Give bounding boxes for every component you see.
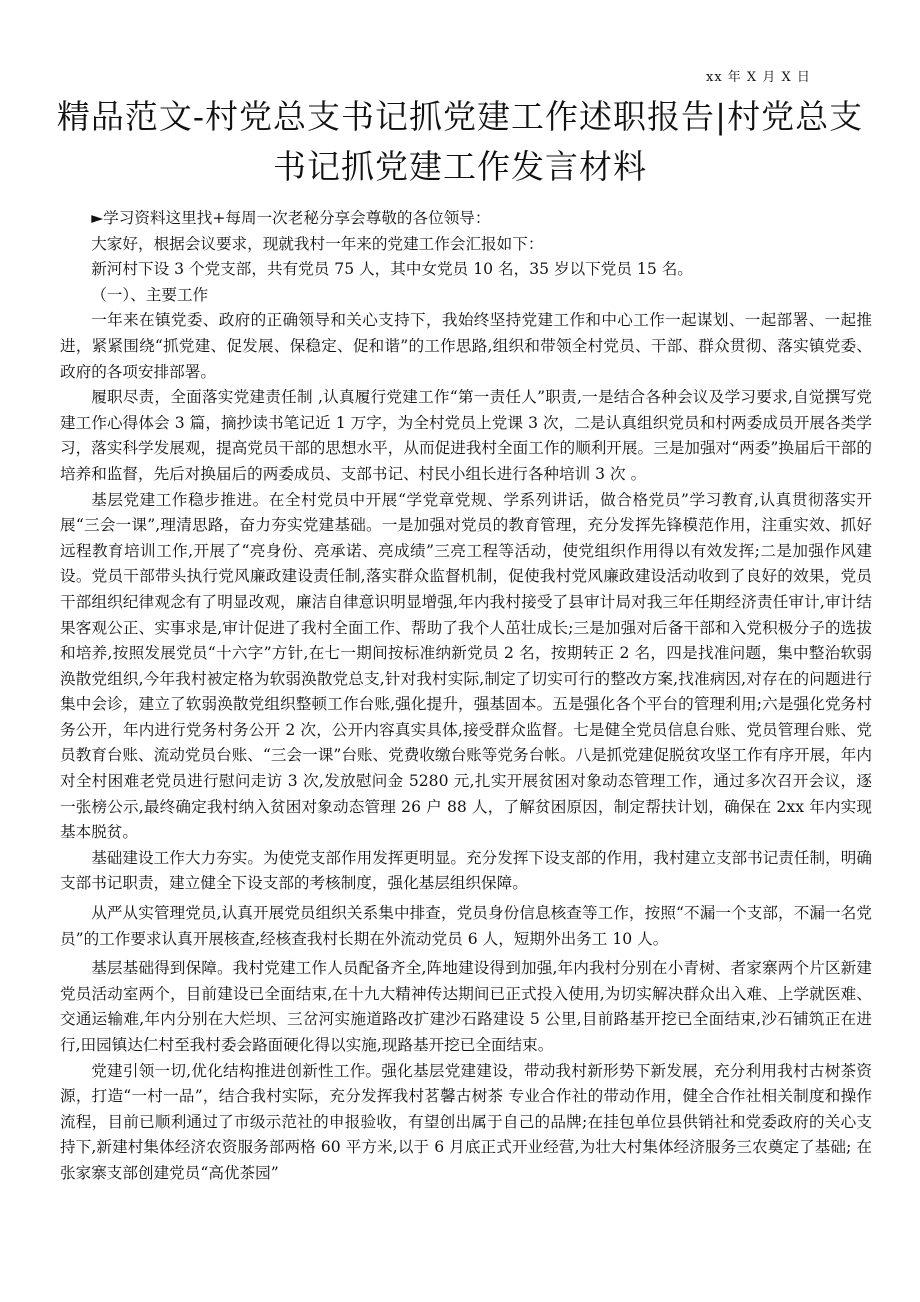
document-title: 精品范文-村党总支书记抓党建工作述职报告|村党总支书记抓党建工作发言材料	[56, 97, 864, 186]
document-date: xx 年 X 月 X 日	[706, 70, 811, 85]
paragraph: 基层基础得到保障。我村党建工作人员配备齐全,阵地建设得到加强,年内我村分别在小青树、者家寨两个片区新建党员活动室两个，目前建设已全面结束,在十九大精神传达期间已正式投入使用,为切实解决群众出入难、上学就医难、交通运输难,年内分别在大烂坝、三岔河实施道路改扩建沙石路建设 5 公里,目前路基开挖已全面结束,沙石铺筑正在进行,田园镇达仁村至我村委会路面硬化得以实施,现路基开挖已全面结束。	[60, 959, 872, 1054]
paragraph: 基层党建工作稳步推进。在全村党员中开展“学党章党规、学系列讲话，做合格党员”学习教育,认真贯彻落实开展“三会一课”,理清思路，奋力夯实党建基础。一是加强对党员的教育管理，充分发挥先锋模范作用，注重实效、抓好远程教育培训工作,开展了“亮身份、亮承诺、亮成绩”三亮工程等活动，使党组织作用得以有效发挥;二是加强作风建设。党员干部带头执行党风廉政建设责任制,落实群众监督机制，促使我村党风廉政建设活动收到了良好的效果，党员干部组织纪律观念有了明显改观，廉洁自律意识明显增强,年内我村接受了县审计局对我三年任期经济责任审计,审计结果客观公正、实事求是,审计促进了我村全面工作、帮助了我个人茁壮成长;三是加强对后备干部和入党积极分子的选拔和培养,按照发展党员“十六字”方针,在七一期间按标准纳新党员 2 名，按期转正 2 名，四是找准问题，集中整治软弱涣散党组织,今年我村被定格为软弱涣散党总支,针对我村实际,制定了切实可行的整改方案,找准病因,对存在的问题进行集中会诊，建立了软弱涣散党组织整顿工作台账,强化提升，强基固本。五是强化各个平台的管理利用;六是强化党务村务公开，年内进行党务村务公开 2 次，公开内容真实具体,接受群众监督。七是健全党员信息台账、党员管理台账、党员教育台账、流动党员台账、“三会一课”台账、党费收缴台账等党务台帐。八是抓党建促脱贫攻坚工作有序开展，年内对全村困难老党员进行慰问走访 3 次,发放慰问金 5280 元,扎实开展贫困对象动态管理工作，通过多次召开会议，逐一张榜公示,最终确定我村纳入贫困对象动态管理 26 户 88 人，了解贫困原因，制定帮扶计划，确保在 2xx 年内实现基本脱贫。	[60, 490, 872, 842]
document-body	[60, 206, 872, 1187]
section-heading: （一）、主要工作	[91, 285, 209, 304]
paragraph: 履职尽责，全面落实党建责任制 ,认真履行党建工作“第一责任人”职责,一是结合各种会议及学习要求,自觉撰写党建工作心得体会 3 篇，摘抄读书笔记近 1 万字，为全村党员上党课 3 次，二是认真组织党员和村两委成员开展各类学习，落实科学发展观，提高党员干部的思想水平，从而促进我村全面工作的顺利开展。三是加强对“两委”换届后干部的培养和监督，先后对换届后的两委成员、支部书记、村民小组长进行各种培训 3 次 。	[60, 388, 872, 483]
paragraph: 基础建设工作大力夯实。为使党支部作用发挥更明显。充分发挥下设支部的作用，我村建立支部书记责任制，明确支部书记职责，建立健全下设支部的考核制度，强化基层组织保障。	[60, 848, 872, 893]
paragraph: 党建引领一切,优化结构推进创新性工作。强化基层党建建设，带动我村新形势下新发展，充分利用我村古树茶资源，打造“一村一品”，结合我村实际，充分发挥我村茗馨古树茶 专业合作社的带动作用，健全合作社相关制度和操作流程，目前已顺利通过了市级示范社的申报验收，有望创出属于自己的品牌;在挂包单位县供销社和党委政府的关心支持下,新建村集体经济农资服务部两格 60 平方米,以于 6 月底正式开业经营,为壮大村集体经济服务三农奠定了基础; 在张家寨支部创建党员“高优茶园”	[60, 1061, 872, 1182]
paragraph: 新河村下设 3 个党支部，共有党员 75 人，其中女党员 10 名，35 岁以下党员 15 名。	[91, 260, 693, 279]
paragraph: 大家好，根据会议要求，现就我村一年来的党建工作会汇报如下：	[91, 234, 544, 253]
paragraph: 一年来在镇党委、政府的正确领导和关心支持下，我始终坚持党建工作和中心工作一起谋划、一起部署、一起推进，紧紧围绕“抓党建、促发展、保稳定、促和谐”的工作思路,组织和带领全村党员、干部、群众贯彻、落实镇党委、政府的各项安排部署。	[60, 311, 872, 381]
paragraph: 从严从实管理党员,认真开展党员组织关系集中排查，党员身份信息核查等工作，按照“不漏一个支部，不漏一名党员”的工作要求认真开展核查,经核查我村长期在外流动党员 6 人，短期外出务工 10 人。	[60, 904, 872, 948]
paragraph: ►学习资料这里找+每周一次老秘分享会尊敬的各位领导：	[91, 209, 491, 227]
